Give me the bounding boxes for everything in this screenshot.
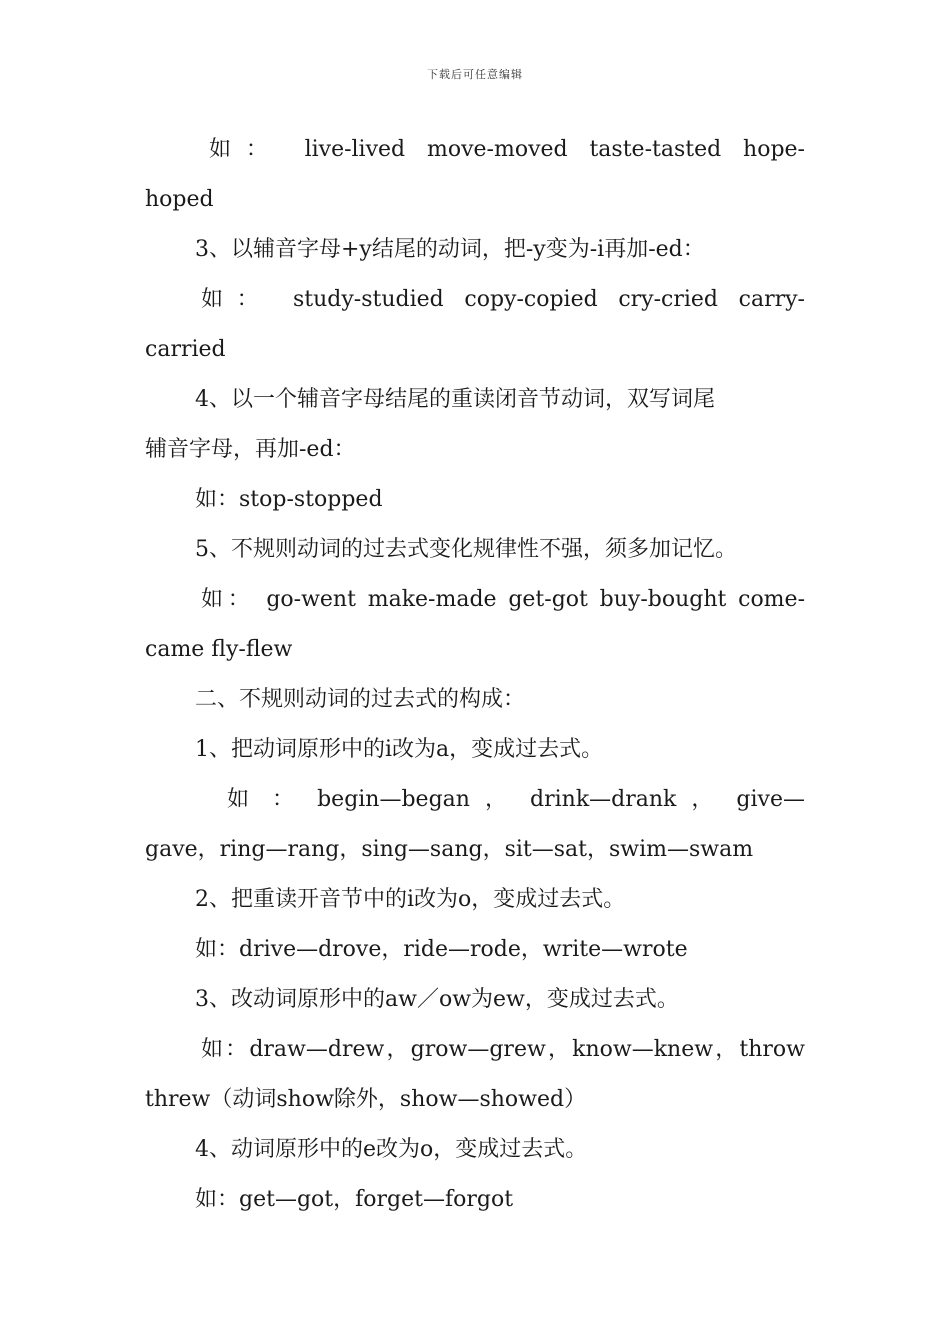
example-line-double-consonant: 如：stop-stopped [195, 487, 383, 512]
rule-4-e-to-o: 4、动词原形中的e改为o，变成过去式。 [195, 1137, 588, 1162]
rule-5-irregular: 5、不规则动词的过去式变化规律性不强，须多加记忆。 [195, 537, 737, 562]
example-line-i-to-a: 如 ： begin—began ， drink—drank ， give— [227, 787, 805, 812]
rule-2-i-to-o: 2、把重读开音节中的i改为o，变成过去式。 [195, 887, 626, 912]
page-header-note: 下载后可任意编辑 [427, 68, 523, 81]
example-line-irregular-cont: came fly-flew [145, 637, 293, 662]
example-line-aw-ow-to-ew-cont: threw（动词show除外，show—showed） [145, 1087, 587, 1112]
example-line-irregular: 如： go-went make-made get-got buy-bought come- [201, 587, 805, 612]
section-heading-irregular-formation: 二、不规则动词的过去式的构成： [195, 687, 526, 712]
rule-3-aw-ow-to-ew: 3、改动词原形中的aw／ow为ew，变成过去式。 [195, 987, 679, 1012]
rule-4-double-consonant: 4、以一个辅音字母结尾的重读闭音节动词，双写词尾 [195, 387, 715, 412]
example-line-regular-e: 如： live-lived move-moved taste-tasted hope- [209, 137, 805, 162]
document-body [145, 125, 805, 1225]
example-line-consonant-y-cont: carried [145, 337, 226, 362]
example-line-regular-e-cont: hoped [145, 187, 214, 212]
example-line-e-to-o: 如：get—got，forget—forgot [195, 1187, 514, 1212]
rule-4-double-consonant-cont: 辅音字母，再加-ed： [145, 437, 356, 462]
example-line-aw-ow-to-ew: 如：draw—drew，grow—grew，know—knew，throw [201, 1037, 805, 1062]
example-line-consonant-y: 如： study-studied copy-copied cry-cried carry- [201, 287, 805, 312]
example-line-i-to-o: 如：drive—drove，ride—rode，write—wrote [195, 937, 688, 962]
rule-1-i-to-a: 1、把动词原形中的i改为a，变成过去式。 [195, 737, 604, 762]
example-line-i-to-a-cont: gave，ring—rang，sing—sang，sit—sat，swim—swam [145, 837, 754, 862]
rule-3-consonant-y: 3、以辅音字母+y结尾的动词，把-y变为-i再加-ed： [195, 237, 705, 262]
